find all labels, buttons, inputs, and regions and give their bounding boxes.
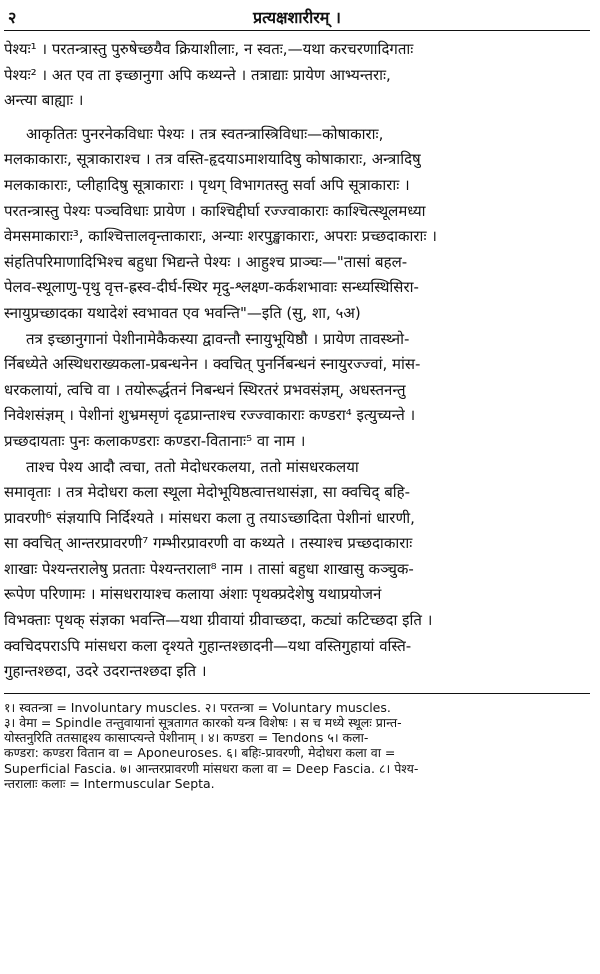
text-line: मलकाकाराः, प्लीहादिषु सूत्राकाराः । पृथग् विभागतस्तु सर्वा अपि सूत्राकाराः । <box>4 175 410 194</box>
text-line: स्नायुप्रच्छादका यथादेशं स्वभावत एव भवन्ति"—इति (सु, शा, ५अ) <box>4 303 361 322</box>
text-line: विभक्ताः पृथक् संज्ञका भवन्ति—यथा ग्रीवायां ग्रीवाच्छदा, कट्यां कटिच्छदा इति । <box>4 611 433 630</box>
footnote-line: न्तरालाः कलाः = Intermuscular Septa. <box>4 775 215 791</box>
page-number: २ <box>8 8 17 27</box>
text-line: गुहान्तश्छदा, उदरे उदरान्तश्छदा इति । <box>4 662 207 681</box>
running-title: प्रत्यक्षशारीरम् । <box>253 8 341 27</box>
text-line: अन्त्या बाह्याः । <box>4 91 84 110</box>
text-line: र्निबध्येते अस्थिधराख्यकला-प्रबन्धनेन । क्वचित् पुनर्निबन्धनं स्नायुरज्ज्वां, मांस- <box>4 355 421 374</box>
text-line: धरकलायां, त्वचि वा । तयोरूर्द्धतनं निबन्धनं स्थिरतरं प्रभवसंज्ञम्, अधस्तनन्तु <box>4 380 406 399</box>
text-line: प्रच्छदायताः पुनः कलाकण्डराः कण्डरा-वितानाः⁵ वा नाम । <box>4 431 306 450</box>
text-line: आकृतितः पुनरनेकविधाः पेश्यः । तत्र स्वतन्त्रास्त्रिविधाः—कोषाकाराः, <box>26 124 384 143</box>
text-line: पेश्यः¹ । परतन्त्रास्तु पुरुषेच्छयैव क्रियाशीलाः, न स्वतः,—यथा करचरणादिगताः <box>4 40 414 58</box>
text-line: वेमसमाकाराः³, काश्चित्तालवृन्ताकाराः, अन्याः शरपुङ्खाकाराः, अपराः प्रच्छदाकाराः । <box>4 227 437 246</box>
text-line: मलकाकाराः, सूत्राकाराश्च । तत्र वस्ति-हृदयाऽमाशयादिषु कोषाकाराः, अन्त्रादिषु <box>4 150 421 169</box>
text-line: समावृताः । तत्र मेदोधरा कला स्थूला मेदोभूयिष्ठत्वात्तथासंज्ञा, सा क्वचिद् बहि- <box>4 483 411 502</box>
text-line: ताश्च पेश्य आदौ त्वचा, ततो मेदोधरकलया, ततो मांसधरकलया <box>26 457 359 476</box>
text-line: पेलव-स्थूलाणु-पृथु वृत्त-ह्रस्व-दीर्घ-स्थिर मृदु-श्लक्ष्ण-कर्कशभावाः सन्ध्यस्थिसिरा- <box>4 278 419 297</box>
text-line: परतन्त्रास्तु पेश्यः पञ्चविधाः प्रायेण । काश्चिद्दीर्घा रज्ज्वाकाराः काश्चित्स्थूलमध्या <box>4 201 426 220</box>
footnote-line: १। स्वतन्त्रा = Involuntary muscles. २। परतन्त्रा = Voluntary muscles. <box>4 699 391 715</box>
text-line <box>4 114 590 122</box>
footnote-line: Superficial Fascia. ७। आन्तरप्रावरणी मांसधरा कला वा = Deep Fascia. ८। पेश्य- <box>4 760 419 776</box>
footnotes <box>4 700 590 791</box>
text-line: क्वचिदपराऽपि मांसधरा कला दृश्यते गुहान्तश्छादनी—यथा वस्तिगुहायां वस्ति- <box>4 636 412 655</box>
footnote-divider <box>4 693 590 694</box>
footnote-line: कण्डरा: कण्डरा वितान वा = Aponeuroses. ६। बहिः-प्रावरणी, मेदोधरा कला वा = <box>4 745 396 761</box>
footnote-line: योस्तनुरिति ततसाद्दश्य कासाप्त्यन्ते पेशीनाम् । ४। कण्डरा = Tendons ५। कला- <box>4 730 369 746</box>
text-line: संहतिपरिमाणादिभिश्च बहुधा भिद्यन्ते पेश्यः । आहुश्च प्राञ्चः—"तासां बहल- <box>4 252 408 271</box>
footnote-line: ३। वेमा = Spindle तन्तुवायानां सूत्रतागत कारको यन्त्र विशेषः । स च मध्ये स्थूलः प्रान्त- <box>4 715 402 731</box>
text-line: तत्र इच्छानुगानां पेशीनामेकैकस्या द्वावन्तौ स्नायुभूयिष्ठौ । प्रायेण तावस्थ्नो- <box>26 329 410 348</box>
text-line: प्रावरणी⁶ संज्ञयापि निर्दिश्यते । मांसधरा कला तु तयाऽच्छादिता पेशीनां धारणी, <box>4 508 415 527</box>
text-line: शाखाः पेश्यन्तरालेषु प्रतताः पेश्यन्तराला⁸ नाम । तासां बहुधा शाखासु कञ्चुक- <box>4 559 414 578</box>
text-line: पेश्यः² । अत एव ता इच्छानुगा अपि कथ्यन्ते । तत्राद्याः प्रायेण आभ्यन्तराः, <box>4 65 391 84</box>
text-line: रूपेण परिणामः । मांसधरायाश्च कलाया अंशाः पृथक्प्रदेशेषु यथाप्रयोजनं <box>4 585 382 604</box>
text-line: निवेशसंज्ञम् । पेशीनां शुभ्रमसृणं दृढप्रान्ताश्च रज्ज्वाकाराः कण्डरा⁴ इत्युच्यन्ते । <box>4 406 416 425</box>
text-line: सा क्वचित् आन्तरप्रावरणी⁷ गम्भीरप्रावरणी वा कथ्यते । तस्याश्च प्रच्छदाकाराः <box>4 534 413 553</box>
body-text <box>4 37 590 685</box>
page-header <box>4 4 590 31</box>
